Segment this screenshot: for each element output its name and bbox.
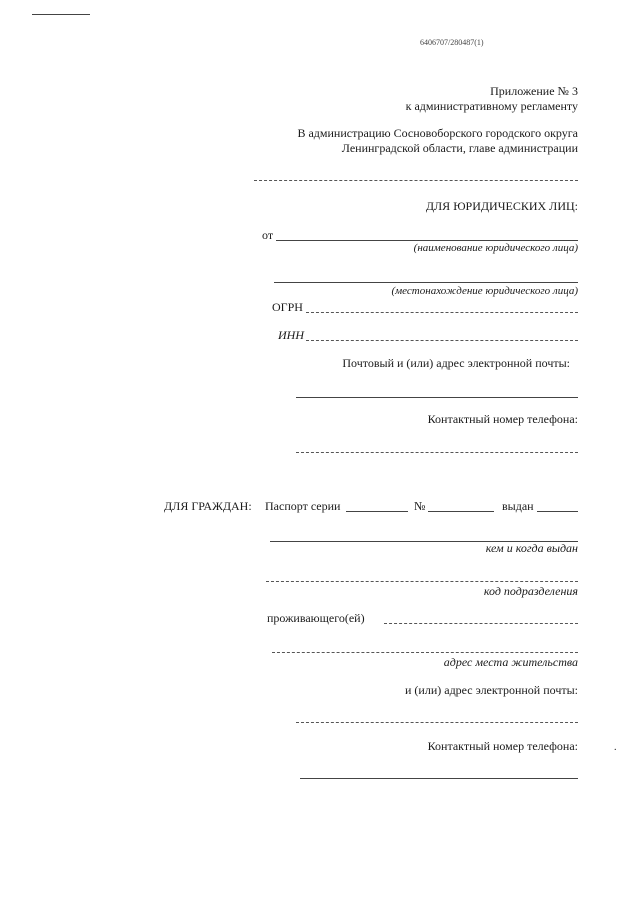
inn-label: ИНН [278, 328, 304, 342]
legal-entity-name-caption: (наименование юридического лица) [413, 242, 578, 254]
ogrn-field[interactable] [306, 312, 578, 313]
passport-number-field[interactable] [428, 511, 494, 512]
legal-entity-location-caption: (местонахождение юридического лица) [391, 285, 578, 297]
postal-email-field[interactable] [296, 397, 578, 398]
issued-by-caption: кем и когда выдан [485, 541, 578, 555]
phone-field-2[interactable] [300, 778, 578, 779]
residence-address-caption: адрес места жительства [443, 655, 578, 669]
from-label: от [262, 228, 274, 242]
phone-label-2: Контактный номер телефона: [427, 739, 578, 753]
margin-dot: . [614, 742, 617, 753]
citizens-title: ДЛЯ ГРАЖДАН: [164, 499, 252, 513]
phone-field[interactable] [296, 452, 578, 453]
residing-field[interactable] [384, 623, 578, 624]
passport-label: Паспорт серии [265, 499, 341, 513]
issued-label: выдан [502, 499, 534, 513]
addressee-name-field[interactable] [254, 180, 578, 181]
residence-address-field[interactable] [272, 652, 578, 653]
email-field[interactable] [296, 722, 578, 723]
department-code-field[interactable] [266, 581, 578, 582]
inn-field[interactable] [306, 340, 578, 341]
addressee-line-2: Ленинградской области, главе администрации [341, 141, 578, 155]
legal-entities-title: ДЛЯ ЮРИДИЧЕСКИХ ЛИЦ: [425, 199, 578, 213]
phone-label: Контактный номер телефона: [427, 412, 578, 426]
postal-email-label: Почтовый и (или) адрес электронной почты: [342, 356, 570, 370]
appendix-title: Приложение № 3 [490, 84, 578, 98]
email-label: и (или) адрес электронной почты: [405, 683, 578, 697]
legal-entity-location-field[interactable] [274, 282, 578, 283]
passport-series-field[interactable] [346, 511, 408, 512]
regulation-reference: к административному регламенту [405, 99, 578, 113]
issued-field[interactable] [537, 511, 578, 512]
addressee-line-1: В администрацию Сосновоборского городского округа [297, 126, 578, 140]
ogrn-label: ОГРН [272, 300, 303, 314]
top-left-line [32, 14, 90, 15]
department-code-caption: код подразделения [483, 584, 578, 598]
residing-label: проживающего(ей) [267, 611, 365, 625]
document-stamp-number: 6406707/280487(1) [420, 38, 484, 47]
number-sign: № [414, 499, 426, 513]
legal-entity-name-field[interactable] [276, 240, 578, 241]
